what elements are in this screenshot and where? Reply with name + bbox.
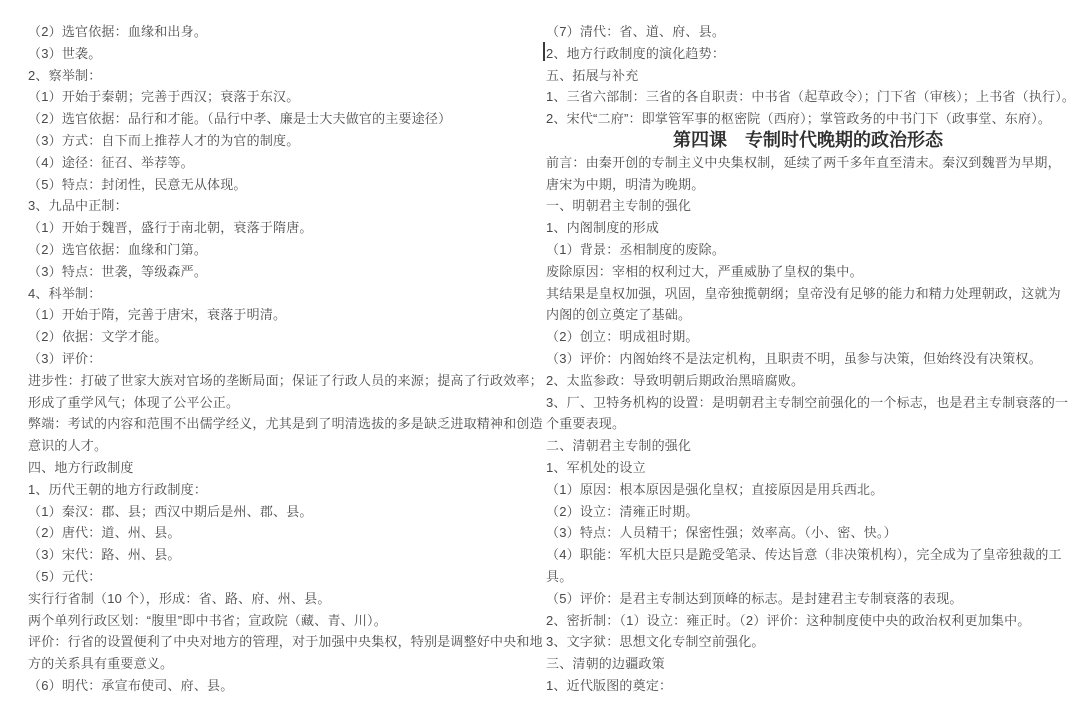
text-line: （1）开始于秦朝；完善于西汉；衰落于东汉。 [28, 89, 300, 105]
text-line: 1、内阁制度的形成 [546, 220, 660, 236]
right-column-top-lines [546, 21, 1076, 130]
text-line: 方的关系具有重要意义。 [28, 656, 174, 672]
text-line: 1、历代王朝的地方行政制度： [28, 481, 208, 497]
text-line: 3、文字狱：思想文化专制空前强化。 [546, 634, 765, 650]
text-line: （2）选官依据：血缘和门第。 [28, 241, 208, 257]
text-line: （3）方式：自下而上推荐人才的为官的制度。 [28, 132, 300, 148]
text-line: 其结果是皇权加强，巩固，皇帝独揽朝纲；皇帝没有足够的能力和精力处理朝政，这就为 [546, 285, 1061, 301]
text-line: （2）选官依据：血缘和出身。 [28, 24, 208, 39]
left-text-column [28, 21, 543, 697]
text-line: （7）清代：省、道、府、县。 [546, 24, 726, 39]
right-column-bottom-lines [546, 152, 1070, 697]
text-line: 废除原因：宰相的权利过大，严重威胁了皇权的集中。 [546, 263, 863, 279]
text-line: 3、九品中正制： [28, 198, 128, 214]
text-line: 三、清朝的边疆政策 [546, 656, 665, 672]
text-line: （3）世袭。 [28, 45, 102, 61]
text-line: 2、察举制： [28, 67, 102, 83]
text-line: 1、近代版图的奠定： [546, 677, 673, 693]
text-line: 弊端：考试的内容和范围不出儒学经义，尤其是到了明清选拔的多是缺乏进取精神和创造 [28, 416, 543, 432]
text-line: 形成了重学风气；体现了公平公正。 [28, 394, 240, 410]
text-line: （1）秦汉：郡、县；西汉中期后是州、郡、县。 [28, 503, 313, 519]
text-line: 进步性：打破了世家大族对官场的垄断局面；保证了行政人员的来源；提高了行政效率； [28, 372, 543, 388]
text-line: （3）评价： [28, 350, 102, 366]
text-cursor[interactable] [543, 42, 545, 61]
text-line: （3）宋代：路、州、县。 [28, 547, 181, 563]
text-line: 2、密折制：（1）设立：雍正时。（2）评价：这种制度使中央的政治权利更加集中。 [546, 612, 1031, 628]
text-line: （1）开始于魏晋，盛行于南北朝，衰落于隋唐。 [28, 220, 313, 236]
text-line: （1）原因：根本原因是强化皇权；直接原因是用兵西北。 [546, 481, 884, 497]
text-line: 2、地方行政制度的演化趋势： [546, 45, 726, 61]
text-line: 唐宋为中期，明清为晚期。 [546, 176, 705, 192]
text-line: 3、厂、卫特务机构的设置：是明朝君主专制空前强化的一个标志，也是君主专制衰落的一 [546, 394, 1069, 410]
text-line: （5）元代： [28, 568, 102, 584]
text-line: （2）选官依据：品行和才能。（品行中孝、廉是士大夫做官的主要途径） [28, 111, 452, 127]
text-line: （5）评价：是君主专制达到顶峰的标志。是封建君主专制衰落的表现。 [546, 590, 963, 606]
text-line: （1）背景：丞相制度的废除。 [546, 241, 726, 257]
text-line: 4、科举制： [28, 285, 102, 301]
text-line: 二、清朝君主专制的强化 [546, 438, 692, 454]
text-line: 评价：行省的设置便利了中央对地方的管理，对于加强中央集权，特别是调整好中央和地 [28, 634, 543, 650]
text-line: （1）开始于隋，完善于唐宋，衰落于明清。 [28, 307, 287, 323]
text-line: 个重要表现。 [546, 416, 626, 432]
text-line: 四、地方行政制度 [28, 459, 134, 475]
section-heading: 第四课 专制时代晚期的政治形态 [673, 129, 943, 150]
text-line: 2、宋代“二府”：即掌管军事的枢密院（西府）；掌管政务的中书门下（政事堂、东府）。 [546, 111, 1052, 127]
text-line: 一、明朝君主专制的强化 [546, 198, 692, 214]
text-line: （2）依据：文学才能。 [28, 329, 168, 345]
text-line: 实行行省制（10 个），形成：省、路、府、州、县。 [28, 590, 331, 606]
text-line: （3）评价：内阁始终不是法定机构，且职责不明，虽参与决策，但始终没有决策权。 [546, 350, 1042, 366]
text-line: 1、三省六部制：三省的各自职责：中书省（起草政令）；门下省（审核）；上书省（执行）。 [546, 89, 1076, 105]
text-line: 内阁的创立奠定了基础。 [546, 307, 692, 323]
text-line: （6）明代：承宣布使司、府、县。 [28, 677, 234, 693]
text-line: 两个单列行政区划：“腹里”即中书省；宣政院（藏、青、川）。 [28, 612, 387, 628]
text-line: （4）途径：征召、举荐等。 [28, 154, 194, 170]
text-line: （3）特点：人员精干；保密性强；效率高。（小、密、快。） [546, 525, 897, 541]
text-line: 1、军机处的设立 [546, 459, 646, 475]
text-line: （2）唐代：道、州、县。 [28, 525, 181, 541]
text-line: 前言：由秦开创的专制主义中央集权制，延续了两千多年直至清末。秦汉到魏晋为早期， [546, 154, 1061, 170]
text-line: （2）设立：清雍正时期。 [546, 503, 699, 519]
text-line: （5）特点：封闭性，民意无从体现。 [28, 176, 247, 192]
text-line: 五、拓展与补充 [546, 67, 639, 83]
text-line: （2）创立：明成祖时期。 [546, 329, 699, 345]
right-text-column [546, 21, 1076, 697]
text-line: 意识的人才。 [28, 438, 108, 454]
text-line: 2、太监参政：导致明朝后期政治黑暗腐败。 [546, 372, 805, 388]
text-line: （3）特点：世袭，等级森严。 [28, 263, 208, 279]
text-line: 具。 [546, 568, 573, 584]
text-line: （4）职能：军机大臣只是跪受笔录、传达旨意（非决策机构），完全成为了皇帝独裁的工 [546, 547, 1062, 563]
